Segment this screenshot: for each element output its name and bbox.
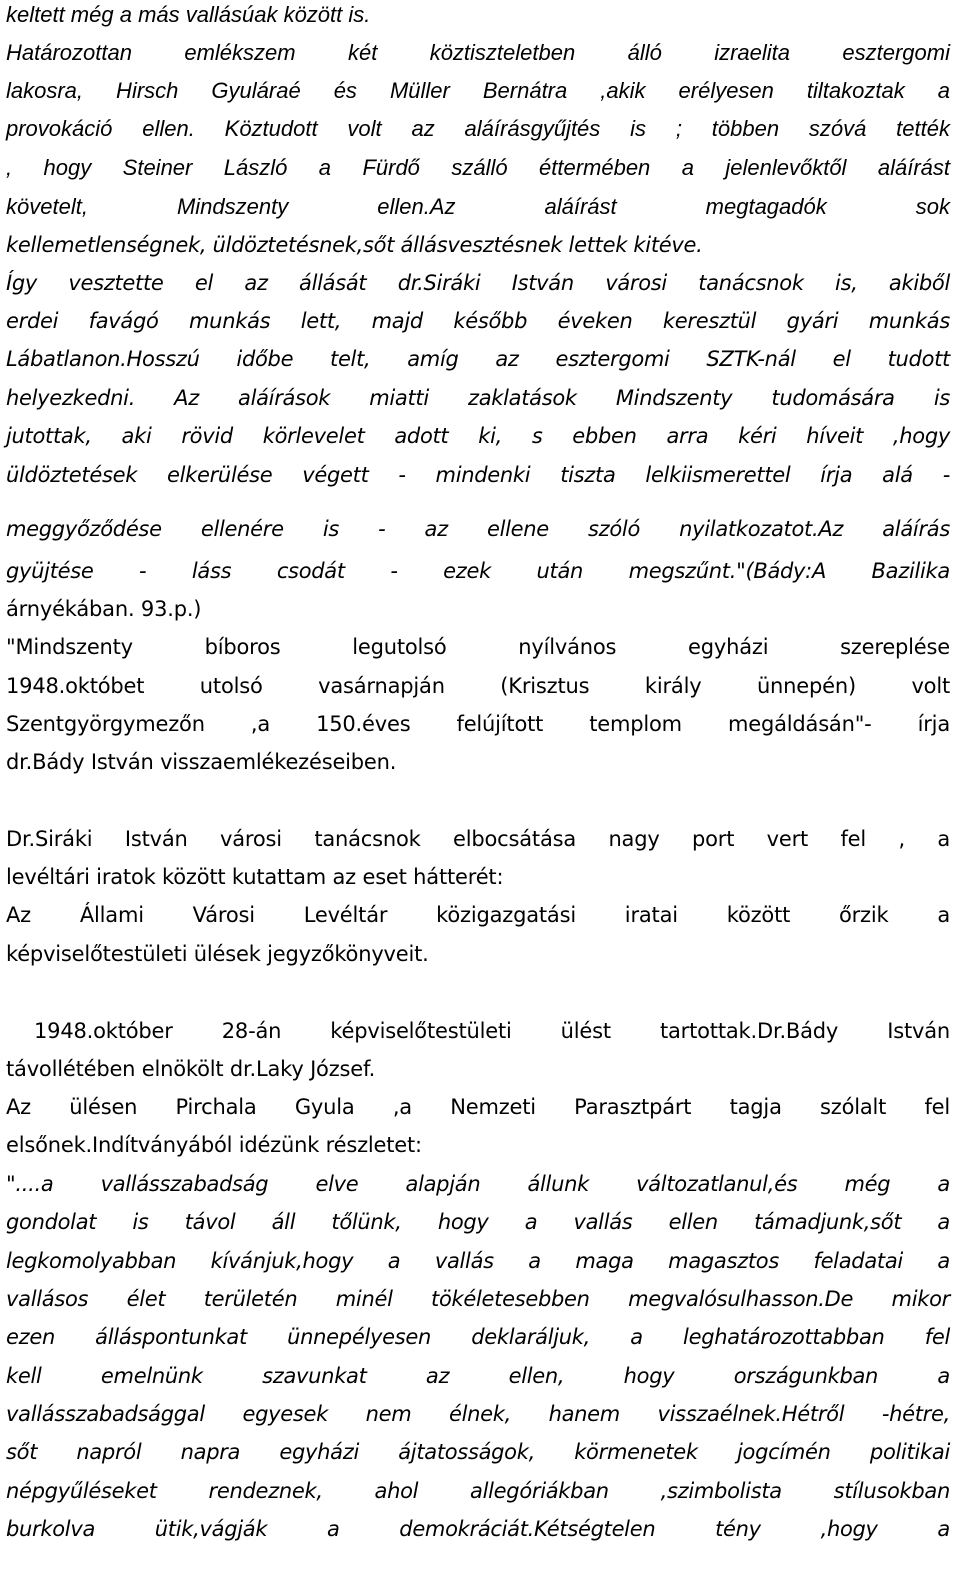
text-line-24: képviselőtestületi ülések jegyzőkönyveit. <box>6 942 429 966</box>
text-line-12: jutottak, aki rövid körlevelet adott ki, s ebben arra kéri híveit ,hogy <box>6 424 950 448</box>
text-line-13: üldöztetések elkerülése végett - mindenki tiszta lelkiismerettel írja alá - <box>6 463 950 487</box>
text-line-28: elsőnek.Indítványából idézünk részletet: <box>6 1133 422 1157</box>
text-line-11: helyezkedni. Az aláírások miatti zaklatások Mindszenty tudomására is <box>6 386 950 410</box>
text-line-6: követelt, Mindszenty ellen.Az aláírást megtagadók sok <box>6 194 950 219</box>
text-line-38: burkolva ütik,vágják a demokráciát.Kétségtelen tény ,hogy a <box>6 1517 950 1541</box>
text-line-29: "....a vallásszabadság elve alapján állunk változatlanul,és még a <box>6 1172 950 1196</box>
text-line-15: gyüjtése - láss csodát - ezek után megszűnt."(Bády:A Bazilika <box>6 559 950 583</box>
text-line-27: Az ülésen Pirchala Gyula ,a Nemzeti Parasztpárt tagja szólalt fel <box>6 1095 950 1119</box>
text-line-1: keltett még a más vallásúak között is. <box>6 2 371 27</box>
text-line-26: távollétében elnökölt dr.Laky József. <box>6 1057 376 1081</box>
text-line-10: Lábatlanon.Hosszú időbe telt, amíg az esztergomi SZTK-nál el tudott <box>6 347 950 371</box>
text-line-36: sőt napról napra egyházi ájtatosságok, körmenetek jogcímén politikai <box>6 1440 950 1464</box>
text-line-35: vallásszabadsággal egyesek nem élnek, hanem visszaélnek.Hétről -hétre, <box>6 1402 950 1426</box>
text-line-30: gondolat is távol áll tőlünk, hogy a vallás ellen támadjunk,sőt a <box>6 1210 950 1234</box>
text-line-5: , hogy Steiner László a Fürdő szálló éttermében a jelenlevőktől aláírást <box>6 155 950 180</box>
text-line-21: Dr.Siráki István városi tanácsnok elbocsátása nagy port vert fel , a <box>6 827 950 851</box>
text-line-16: árnyékában. 93.p.) <box>6 597 202 621</box>
text-line-23: Az Állami Városi Levéltár közigazgatási iratai között őrzik a <box>6 903 950 927</box>
text-line-33: ezen álláspontunkat ünnepélyesen deklaráljuk, a leghatározottabban fel <box>6 1325 950 1349</box>
text-line-37: népgyűléseket rendeznek, ahol allegóriákban ,szimbolista stílusokban <box>6 1479 950 1503</box>
text-line-9: erdei favágó munkás lett, majd később éveken keresztül gyári munkás <box>6 309 950 333</box>
text-line-3: lakosra, Hirsch Gyuláraé és Müller Bernátra ,akik erélyesen tiltakoztak a <box>6 78 950 103</box>
text-line-32: vallásos élet területén minél tökéletesebben megvalósulhasson.De mikor <box>6 1287 950 1311</box>
text-line-8: Így vesztette el az állását dr.Siráki István városi tanácsnok is, akiből <box>6 271 950 295</box>
text-line-31: legkomolyabban kívánjuk,hogy a vallás a maga magasztos feladatai a <box>6 1249 950 1273</box>
text-line-17: "Mindszenty bíboros legutolsó nyílvános egyházi szereplése <box>6 635 950 659</box>
text-line-4: provokáció ellen. Köztudott volt az aláírásgyűjtés is ; többen szóvá tették <box>6 116 950 141</box>
text-line-25: 1948.október 28-án képviselőtestületi ülést tartottak.Dr.Bády István <box>34 1019 950 1043</box>
text-line-2: Határozottan emlékszem két köztiszteletben álló izraelita esztergomi <box>6 40 950 65</box>
text-line-34: kell emelnünk szavunkat az ellen, hogy országunkban a <box>6 1364 950 1388</box>
text-line-14: meggyőződése ellenére is - az ellene szóló nyilatkozatot.Az aláírás <box>6 517 950 541</box>
text-line-18: 1948.októbet utolsó vasárnapján (Krisztus király ünnepén) volt <box>6 674 950 698</box>
text-line-19: Szentgyörgymezőn ,a 150.éves felújított templom megáldásán"- írja <box>6 712 950 736</box>
text-line-22: levéltári iratok között kutattam az eset hátterét: <box>6 865 504 889</box>
text-line-20: dr.Bády István visszaemlékezéseiben. <box>6 750 397 774</box>
text-line-7: kellemetlenségnek, üldöztetésnek,sőt állásvesztésnek lettek kitéve. <box>6 233 703 257</box>
